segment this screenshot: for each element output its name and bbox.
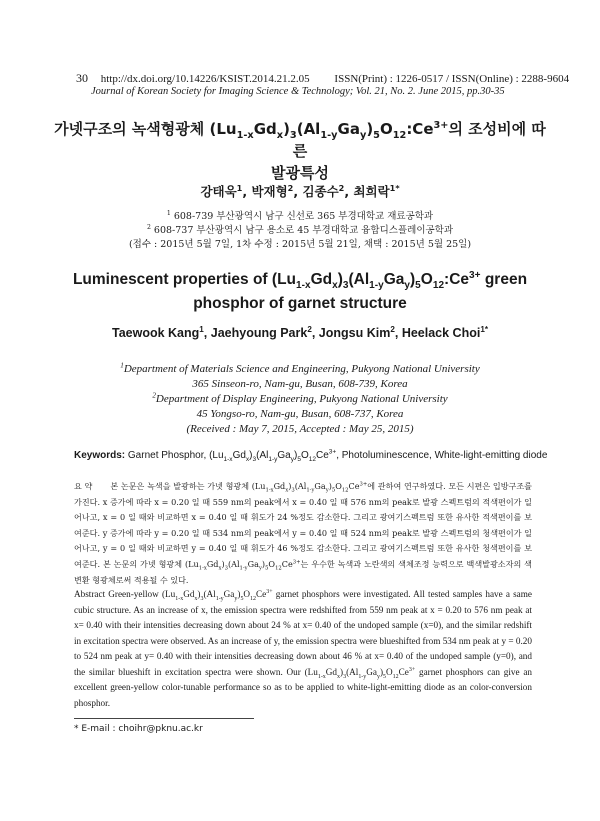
keywords: Keywords: Garnet Phosphor, $(Lu_{1-x}Gd_x)_3(Al_{1-y}Ga_y)_5O_{12}Ce^{3+}$, Photoluminescence, White-light-emitting diode [74,448,548,463]
keywords-formula: $(Lu_{1-x}Gd_x)_3(Al_{1-y}Ga_y)_5O_{12}Ce^{3+}$ [209,448,337,463]
korean-title: 가넷구조의 녹색형광체 $(Lu_{1-x}Gd_x)_3(Al_{1-y}Ga_y)_5O_{12}:Ce^{3+}$의 조성비에 따른 발광특성 [54,120,546,182]
korean-received-dates: (접수 : 2015년 5월 7일, 1차 수정 : 2015년 5월 21일, 채택 : 2015년 5월 25일) [128,239,472,250]
english-title: Luminescent properties of $(Lu_{1-x}Gd_x)_3(Al_{1-y}Ga_y)_5O_{12}:Ce^{3+}$ green phosphor of garnet structure [72,269,528,312]
doi-link[interactable]: http://dx.doi.org/10.14226/KSIST.2014.21.2.05 [100,73,310,85]
korean-affiliations [50,210,550,252]
english-affiliation-1: $^1$Department of Materials Science and Engineering, Pukyong National University [120,361,480,375]
korean-abstract-label: 요 약 [74,481,93,491]
page-header [76,71,569,86]
english-abstract-label: Abstract [74,589,106,599]
korean-abstract: 요 약 본 논문은 녹색을 발광하는 가넷 형광체 $(Lu_{1-x}Gd_x)_3(Al_{1-y}Ga_y)_5O_{12}Ce^{3+}$에 관하여 연구하였다. 모든 시편은 입방구조를 가진다. x 증가에 따라 x = 0.20 일 때 559 nm의 peak에서 x = 0.40 일 때 576 nm의 peak로 발광 스펙트럼의 적색편이가 일어나고, x = 0 일 때와 비교하면 x = 0.40 일 때 휘도가 24 %정도 감소한다. 그리고 광여기스펙트럼 또한 유사한 적색편이를 보여준다. y 증가에 따라 y = 0.20 일 때 534 nm의 peak에서 y = 0.40 일 때 524 nm의 peak로 발광 스펙트럼의 청색편이가 일어나고, y = 0 일 때와 비교하면 y = 0.40 일 때 휘도가 46 %정도 감소한다. 그리고 광여기스펙트럼 또한 유사한 청색편이를 보여준다. 본 논문의 가넷 형광체 $(Lu_{1-x}Gd_x)_3(Al_{1-y}Ga_y)_5O_{12}Ce^{3+}$는 우수한 녹색과 노란색의 색체조정 능력으로 백색발광소자의 색변환 형광체로써 적용될 수 있다. [74,481,532,585]
footnote-email: * E-mail : choihr@pknu.ac.kr [74,724,203,734]
english-affiliations: $^1$Department of Materials Science and Engineering, Pukyong National University 365 Sinseon-ro, Nam-gu, Busan, 608-739, Korea $^2$Department of Display Engineering, Pukyong National University 45 Yongso-ro, Nam-gu, Busan, 608-737, Korea (Received : May 7, 2015, Accepted : May 25, 2015) [50,362,550,437]
journal-citation: Journal of Korean Society for Imaging Science & Technology; Vol. 21, No. 2. June 2015, pp.30-35 [91,86,505,97]
english-abstract: Abstract Green-yellow $(Lu_{1-x}Gd_x)_3(Al_{1-y}Ga_y)_5O_{12}Ce^{3+}$ garnet phosphors were investigated. All tested samples have a same cubic structure. As an increase of x, the emission spectra were redshifted from 559 nm peak at x = 0.20 to 576 nm peak at x= 0.40 with their intensities decreasing down about 24 % at x= 0.40 of the undoped sample (x=0), and the similar redshift in excitation spectra were observed. As an increase of y, the emission spectra were blueshifted from 534 nm peak at y = 0.20 to 524 nm peak at y= 0.40 with their intensities decreasing down about 46 % at x= 0.40 of the undoped sample (y=0), and the similar blueshift in excitation spectra were shown. Our $(Lu_{1-x}Gd_x)_3(Al_{1-y}Ga_y)_5O_{12}Ce^{3+}$ garnet phosphors can give an excellent green-yellow color-tunable performance so as to be applied to white-light-emitting diode as an color-conversion phosphor. [74,588,532,708]
issn: ISSN(Print) : 1226-0517 / ISSN(Online) : 2288-9604 [334,73,570,85]
page-number: 30 [76,71,88,85]
english-authors: Taewook Kang$^1$, Jaehyoung Park$^2$, Jongsu Kim$^2$, Heelack Choi$^{1*}$ [112,324,488,340]
keywords-label: Keywords: [74,450,126,461]
footnote-divider [74,718,254,719]
english-title-line2: phosphor of garnet structure [193,295,407,312]
korean-affiliation-1: $^1$ 608-739 부산광역시 남구 신선로 365 부경대학교 재료공학과 [166,209,434,222]
korean-affiliation-2: $^2$ 608-737 부산광역시 남구 용소로 45 부경대학교 융합디스플레이공학과 [146,223,454,236]
korean-title-line2: 발광특성 [271,164,329,182]
english-affiliation-2: $^2$Department of Display Engineering, Pukyong National University [152,391,448,405]
english-received-dates: (Received : May 7, 2015, Accepted : May 25, 2015) [186,423,414,435]
korean-authors: 강태욱$^1$, 박재형$^2$, 김종수$^2$, 최희락$^{1*}$ [200,182,400,199]
